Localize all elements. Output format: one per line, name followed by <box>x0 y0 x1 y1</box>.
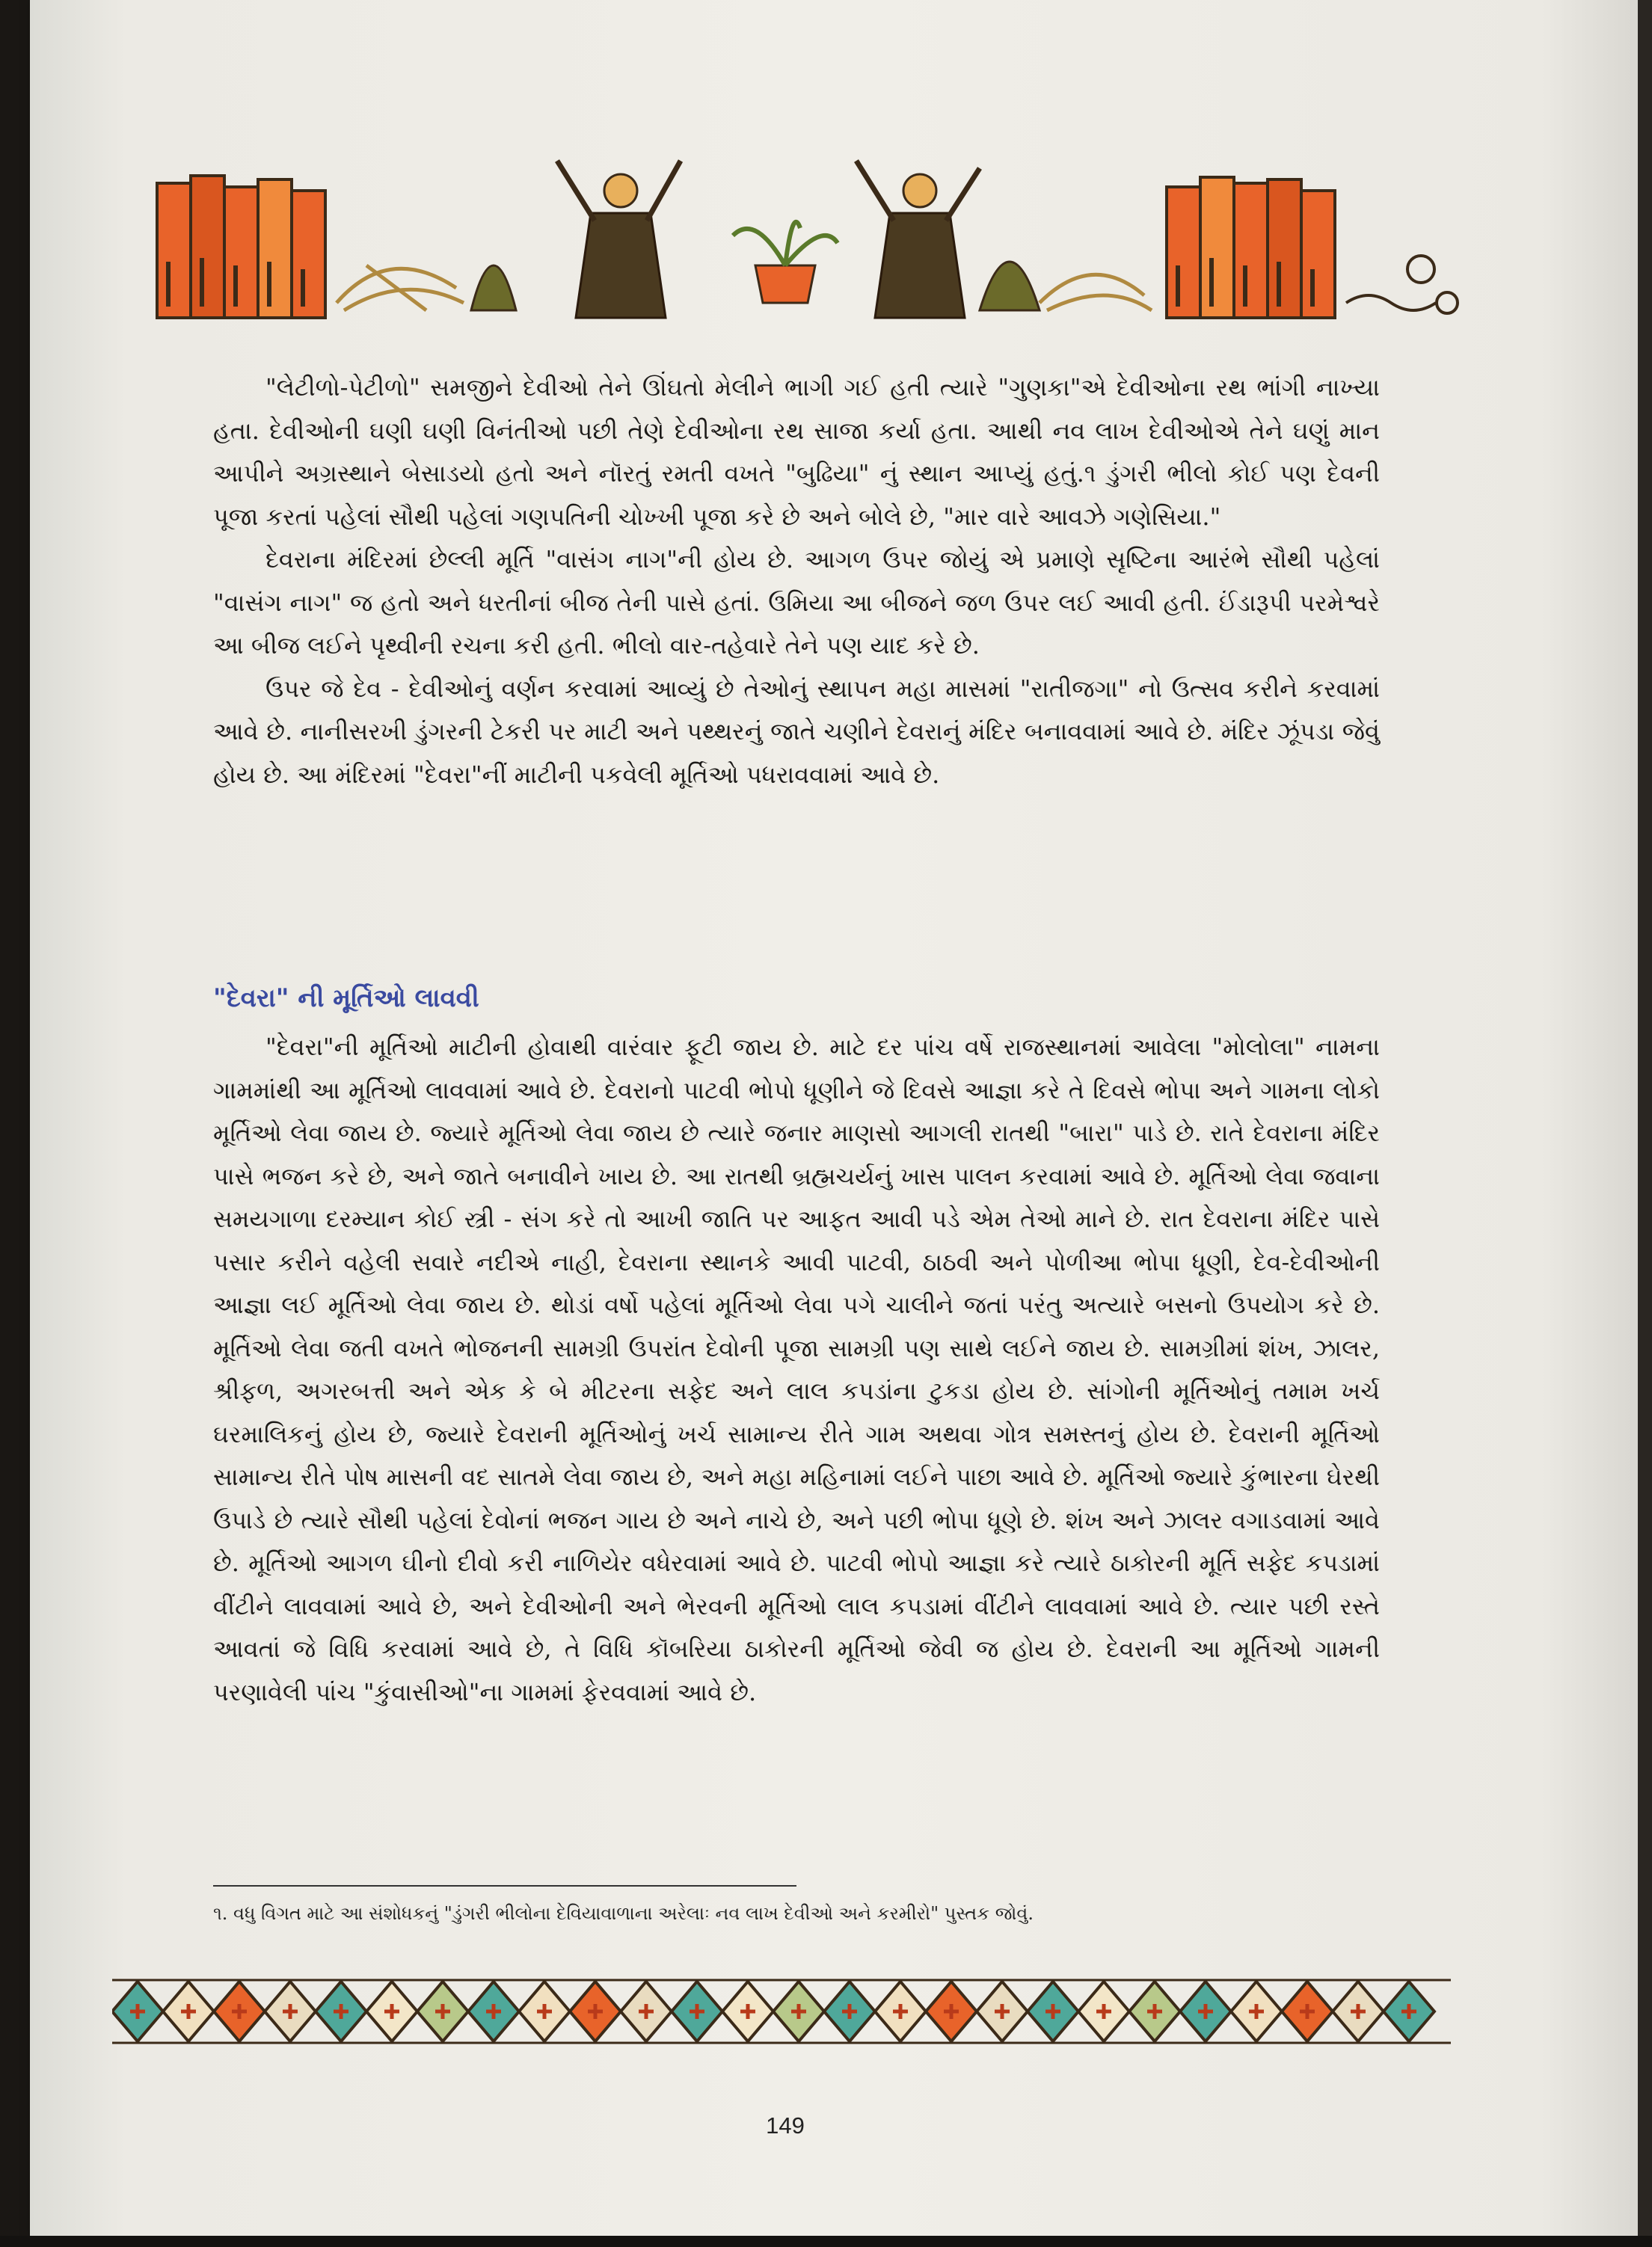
scan-edge-right <box>1638 0 1652 2247</box>
body-text-main <box>213 1026 1380 1714</box>
paragraph: "દેવરા"ની મૂર્તિઓ માટીની હોવાથી વારંવાર ફૂટી જાય છે. માટે દર પાંચ વર્ષે રાજસ્થાનમાં આવેલા "મોલોલા" નામના ગામમાંથી આ મૂર્તિઓ લાવવામાં આવે છે. દેવરાનો પાટવી ભોપો ધૂણીને જે દિવસે આજ્ઞા કરે તે દિવસે ભોપા અને ગામના લોકો મૂર્તિઓ લેવા જાય છે. જ્યારે મૂર્તિઓ લેવા જાય છે ત્યારે જનાર માણસો આગલી રાતથી "બારા" પાડે છે. રાતે દેવરાના મંદિર પાસે ભજન કરે છે, અને જાતે બનાવીને ખાય છે. આ રાતથી બ્રહ્મચર્યનું ખાસ પાલન કરવામાં આવે છે. મૂર્તિઓ લેવા જવાના સમયગાળા દરમ્યાન કોઈ સ્ત્રી - સંગ કરે તો આખી જાતિ પર આફત આવી પડે એમ તેઓ માને છે. રાત દેવરાના મંદિર પાસે પસાર કરીને વહેલી સવારે નદીએ નાહી, દેવરાના સ્થાનકે આવી પાટવી, ઠાઠવી અને પોળીઆ ભોપા ધૂણી, દેવ-દેવીઓની આજ્ઞા લઈ મૂર્તિઓ લેવા જાય છે. થોડાં વર્ષો પહેલાં મૂર્તિઓ લેવા પગે ચાલીને જતાં પરંતુ અત્યારે બસનો ઉપયોગ કરે છે. મૂર્તિઓ લેવા જતી વખતે ભોજનની સામગ્રી ઉપરાંત દેવોની પૂજા સામગ્રી પણ સાથે લઈને જાય છે. સામગ્રીમાં શંખ, ઝાલર, શ્રીફળ, અગરબત્તી અને એક કે બે મીટરના સફેદ અને લાલ કપડાંના ટુકડા હોય છે. સાંગોની મૂર્તિઓનું તમામ ખર્ચ ઘરમાલિકનું હોય છે, જ્યારે દેવરાની મૂર્તિઓનું ખર્ચ સામાન્ય રીતે ગામ અથવા ગોત્ર સમસ્તનું હોય છે. દેવરાની મૂર્તિઓ સામાન્ય રીતે પોષ માસની વદ સાતમે લેવા જાય છે, અને મહા મહિનામાં લઈને પાછા આવે છે. મૂર્તિઓ જ્યારે કુંભારના ઘેરથી ઉપાડે છે ત્યારે સૌથી પહેલાં દેવોનાં ભજન ગાય છે અને નાચે છે, અને પછી ભોપા ધૂણે છે. શંખ અને ઝાલર વગાડવામાં આવે છે. મૂર્તિઓ આગળ ઘીનો દીવો કરી નાળિયેર વધેરવામાં આવે છે. પાટવી ભોપો આજ્ઞા કરે ત્યારે ઠાકોરની મૂર્તિ સફેદ કપડામાં વીંટીને લાવવામાં આવે છે, અને દેવીઓની અને ભેરવની મૂર્તિઓ લાલ કપડામાં વીંટીને લાવવામાં આવે છે. ત્યાર પછી રસ્તે આવતાં જે વિધિ કરવામાં આવે છે, તે વિધિ કૉબરિયા ઠાકોરની મૂર્તિઓ જેવી જ હોય છે. દેવરાની આ મૂર્તિઓ ગામની પરણાવેલી પાંચ "કુંવાસીઓ"ના ગામમાં ફેરવવામાં આવે છે. <box>213 1033 1380 1706</box>
paragraph: ઉપર જે દેવ - દેવીઓનું વર્ણન કરવામાં આવ્યું છે તેઓનું સ્થાપન મહા માસમાં "રાતીજગા" નો ઉત્સવ કરીને કરવામાં આવે છે. નાનીસરખી ડુંગરની ટેકરી પર માટી અને પથ્થરનું જાતે ચણીને દેવરાનું મંદિર બનાવવામાં આવે છે. મંદિર ઝૂંપડા જેવું હોય છે. આ મંદિરમાં "દેવરા"નીં માટીની પકવેલી મૂર્તિઓ પધરાવવામાં આવે છે. <box>213 674 1380 789</box>
paragraph: દેવરાના મંદિરમાં છેલ્લી મૂર્તિ "વાસંગ નાગ"ની હોય છે. આગળ ઉપર જોયું એ પ્રમાણે સૃષ્ટિના આરંભે સૌથી પહેલાં "વાસંગ નાગ" જ હતો અને ધરતીનાં બીજ તેની પાસે હતાં. ઉમિયા આ બીજને જળ ઉપર લઈ આવી હતી. ઈંડારૂપી પરમેશ્વરે આ બીજ લઈને પૃથ્વીની રચના કરી હતી. ભીલો વાર-તહેવારે તેને પણ યાદ કરે છે. <box>213 545 1380 660</box>
dancer-left <box>557 161 681 318</box>
left-figures-group <box>157 176 325 318</box>
footnote: ૧. વધુ વિગત માટે આ સંશોધકનું "ડુંગરી ભીલોના દેવિયાવાળાના અરેલાઃ નવ લાખ દેવીઓ અને કરમીરો" પુસ્તક જોવું. <box>213 1903 1034 1924</box>
section-heading: "દેવરા" ની મૂર્તિઓ લાવવી <box>213 983 479 1013</box>
dancer-right <box>856 161 980 318</box>
paragraph: "લેટીળો-પેટીળો" સમજીને દેવીઓ તેને ઊંઘતો મેલીને ભાગી ગઈ હતી ત્યારે "ગુણકા"એ દેવીઓના રથ ભાંગી નાખ્યા હતા. દેવીઓની ઘણી ઘણી વિનંતીઓ પછી તેણે દેવીઓના રથ સાજા કર્યા હતા. આથી નવ લાખ દેવીઓએ તેને ઘણું માન આપીને અગ્રસ્થાને બેસાડયો હતો અને નૉરતું રમતી વખતે "બુઢિયા" નું સ્થાન આપ્યું હતું.૧ ડુંગરી ભીલો કોઈ પણ દેવની પૂજા કરતાં પહેલાં સૌથી પહેલાં ગણપતિની ચોખ્ખી પૂજા કરે છે અને બોલે છે, "માર વારે આવઝે ગણેસિયા." <box>213 373 1380 531</box>
page-number: 149 <box>766 2112 805 2139</box>
body-text-top <box>213 366 1380 796</box>
header-illustration <box>142 131 1488 355</box>
right-figures-group <box>1167 177 1335 318</box>
scan-edge-bottom <box>0 2236 1652 2247</box>
footnote-divider <box>213 1885 796 1887</box>
decorative-border <box>112 1974 1451 2049</box>
